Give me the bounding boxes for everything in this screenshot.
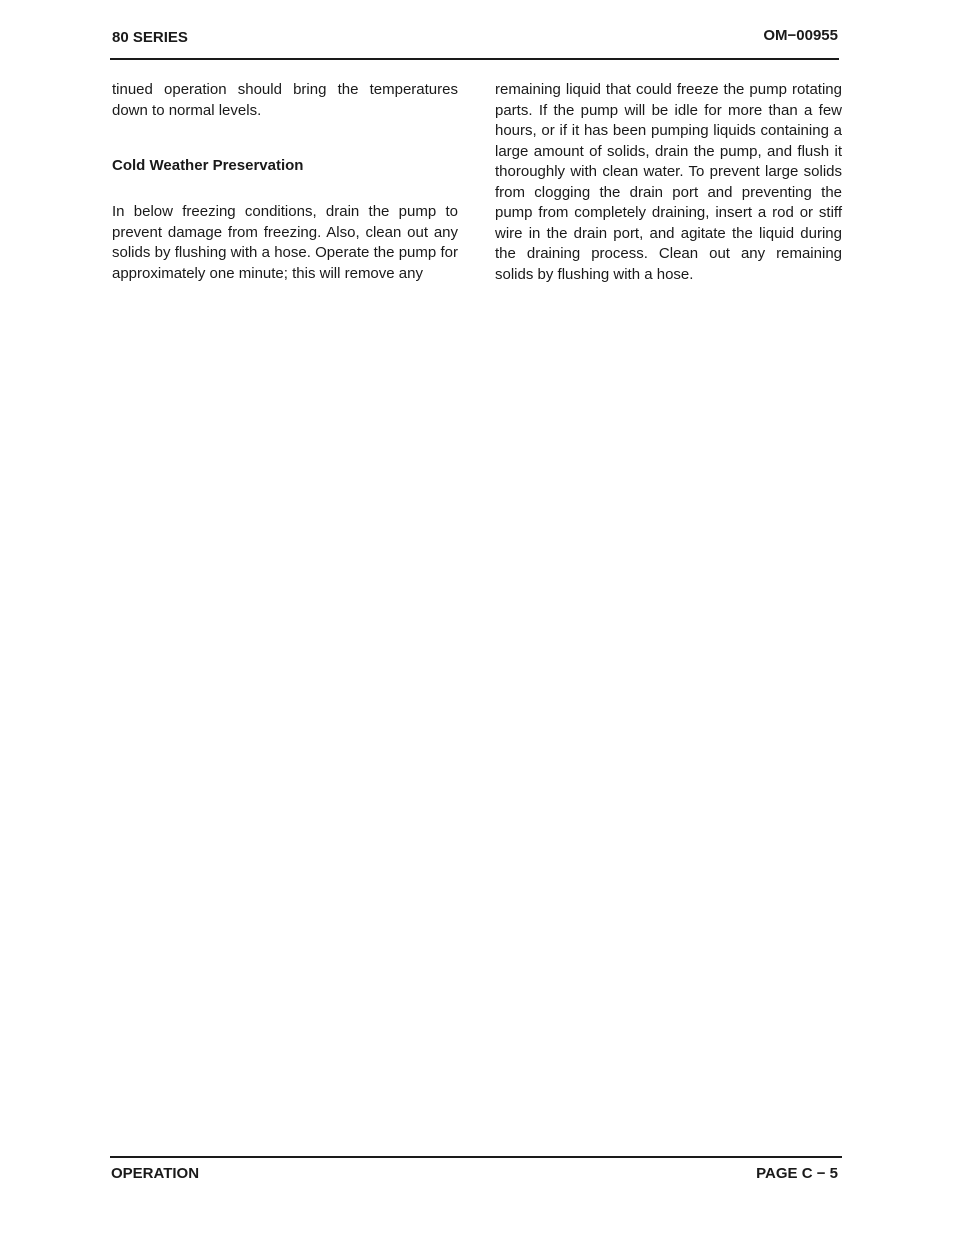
intro-paragraph: tinued operation should bring the temperatures down to normal levels. xyxy=(112,81,458,119)
footer-rule xyxy=(110,1156,842,1158)
header-doc-number: OM−00955 xyxy=(763,27,838,44)
footer-section: OPERATION xyxy=(111,1165,200,1182)
left-column xyxy=(112,80,458,284)
section-heading: Cold Weather Preservation xyxy=(112,157,304,174)
footer-page-number: PAGE C − 5 xyxy=(756,1165,838,1182)
section-paragraph-part2: remaining liquid that could freeze the pump rotating parts. If the pump will be idle for more than a few hours, or if it has been pumping liquids containing a large amount of solids, drain the pump, and flush it thoroughly with clean water. To prevent large solids from clogging the drain port and preventing the pump from completely draining, insert a rod or stiff wire in the drain port, and agitate the liquid during the draining process. Clean out any remaining solids by flushing with a hose. xyxy=(495,81,842,283)
header-rule xyxy=(110,58,839,60)
header-series: 80 SERIES xyxy=(112,29,188,46)
section-paragraph-part1: In below freezing conditions, drain the pump to prevent damage from freezing. Also, clean out any solids by flushing with a hose. Operate the pump for approximately one minute; this will remove any xyxy=(112,203,458,282)
right-column xyxy=(495,80,842,285)
